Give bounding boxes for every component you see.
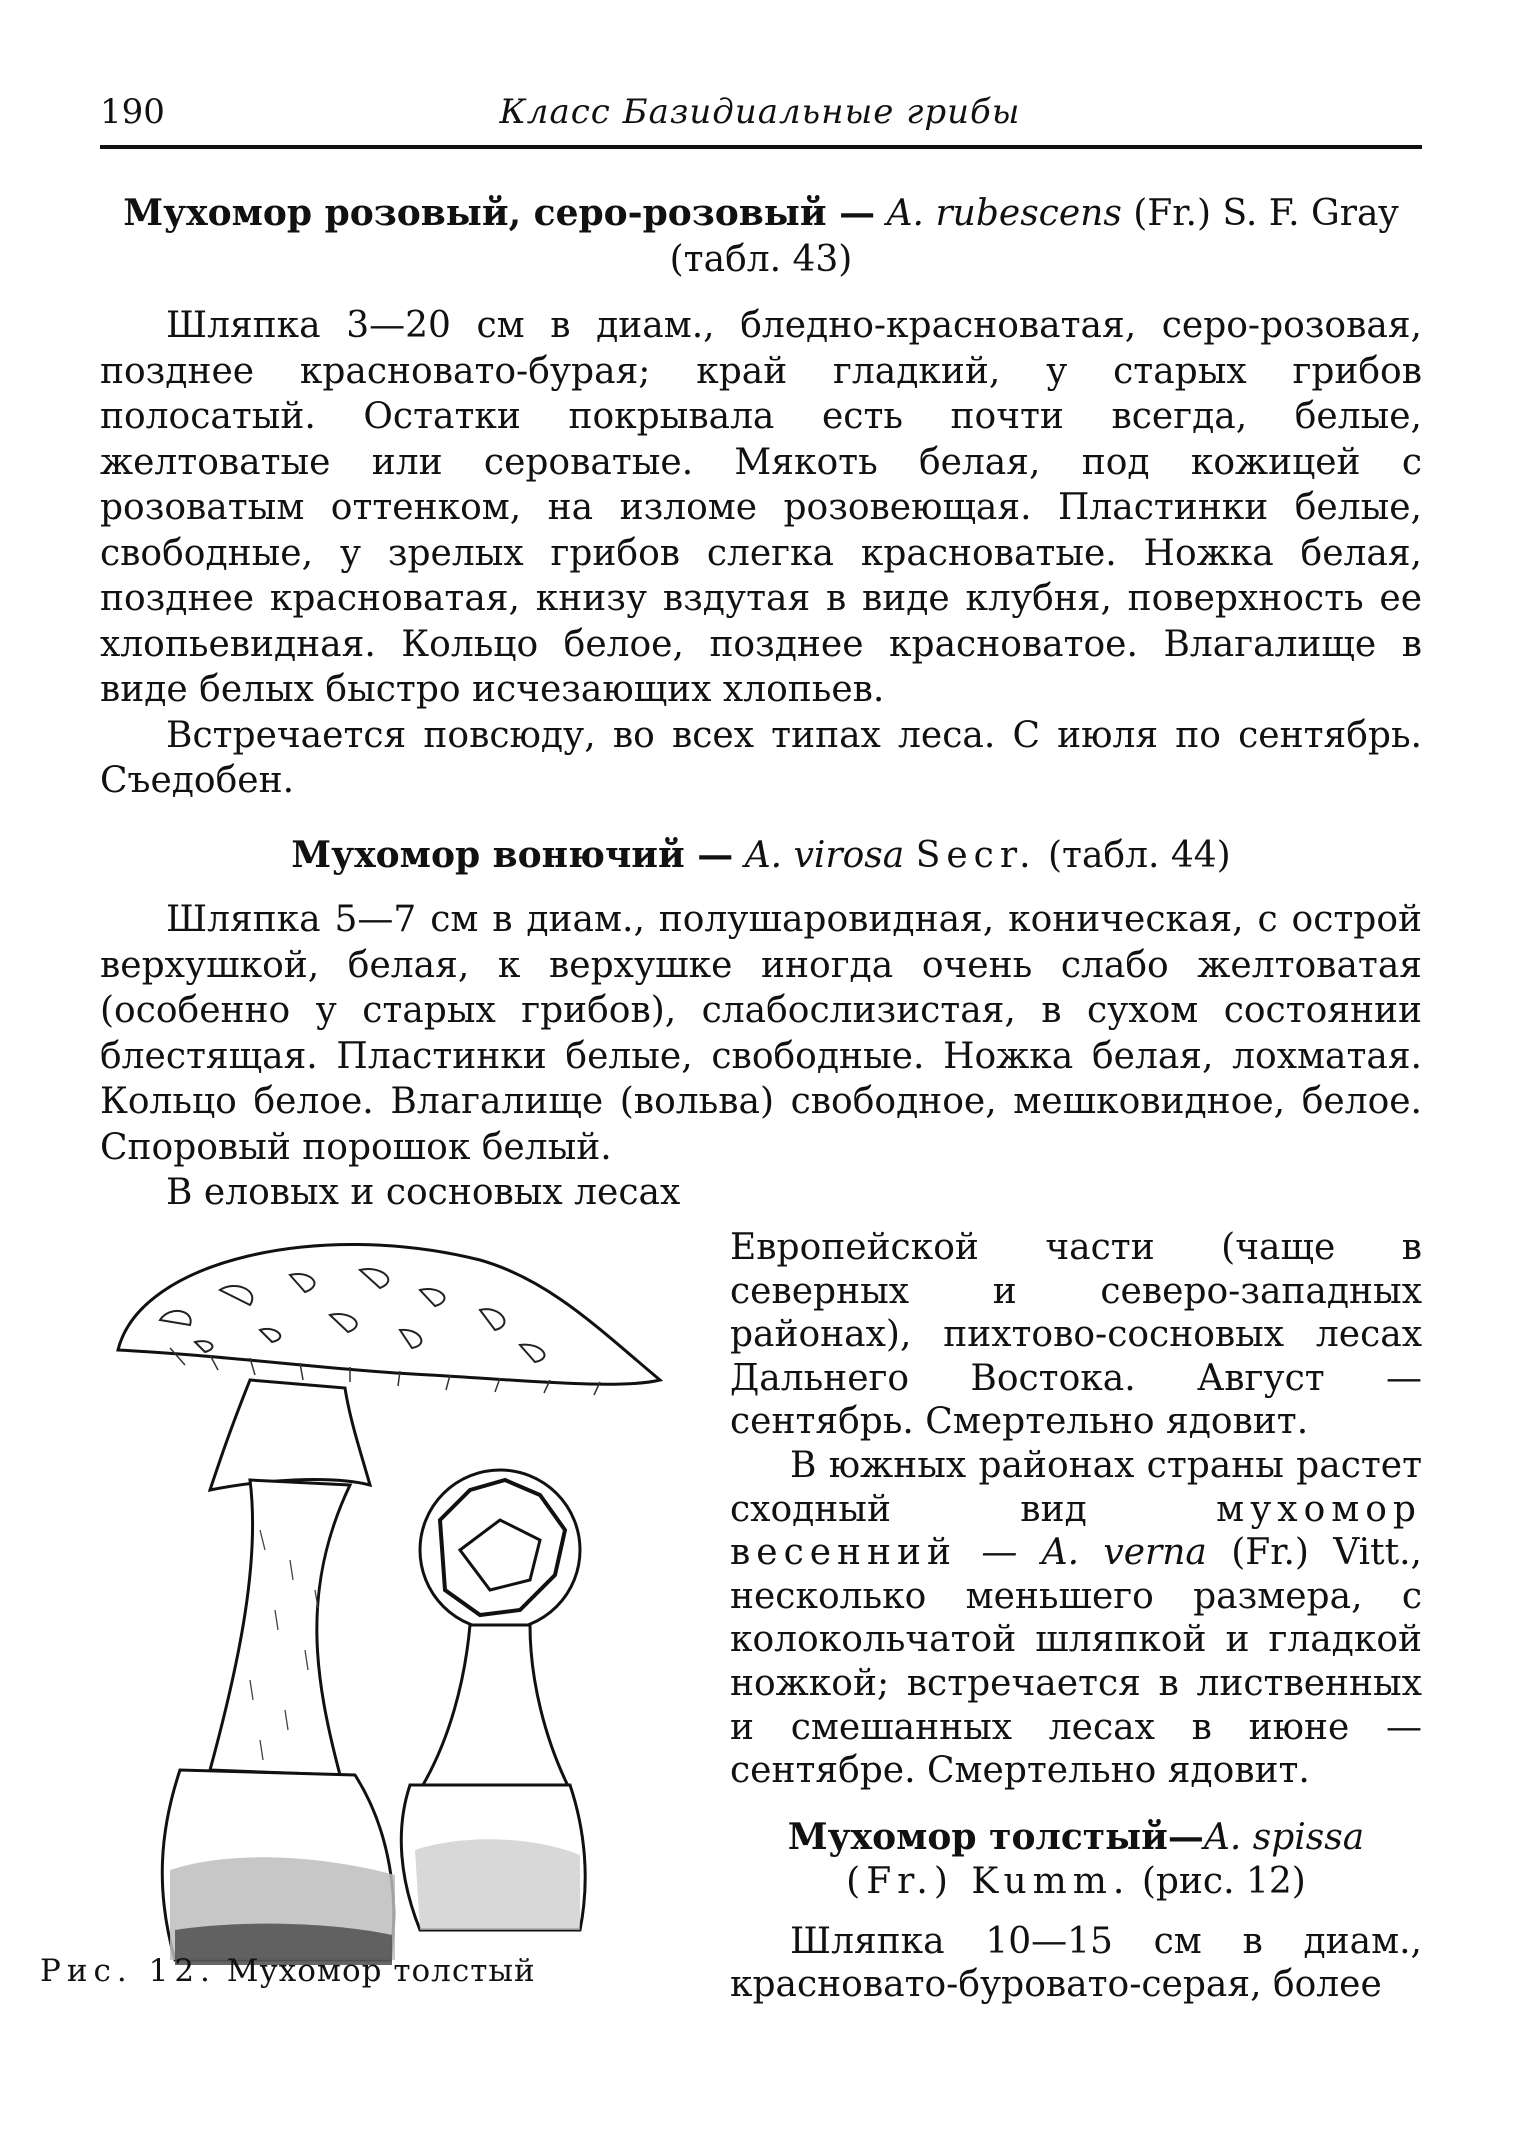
similar-species-intro: В южных районах страны растет сходный вид [730,1444,1422,1530]
section-title [100,832,1422,879]
section-title [100,190,1422,283]
figure-caption [40,1953,690,1989]
mushroom-illustration [100,1230,700,1990]
title-latin-name: A. virosa [744,835,905,876]
title-reference: (табл. 44) [1047,835,1231,876]
caption-text: Мухомор толстый [226,1953,536,1989]
section-virosa [100,832,1422,1216]
title-reference: (рис. 12) [1141,1860,1306,1902]
habitat-paragraph: Встречается повсюду, во всех типах леса. С июля по сентябрь. Съедобен. [100,714,1422,801]
description-paragraph: Шляпка 5—7 см в диам., полушаровидная, коническая, с острой верхушкой, белая, к верхушке иногда очень слабо желтоватая (особенно у старых грибов), слабослизистая, в сухом состоянии блестящая. Пластинки белые, свободные. Ножка белая, лохматая. Кольцо белое. Влагалище (вольва) свободное, мешковидное, белое. Споровый порошок белый. [100,899,1422,1168]
description-paragraph: Шляпка 3—20 см в диам., бледно-красноватая, серо-розовая, позднее красновато-бурая; край гладкий, у старых грибов полосатый. Остатки покрывала есть почти всегда, белые, желтоватые или сероватые. Мякоть белая, под кожицей с розоватым оттенком, на изломе розовеющая. Пластинки белые, свободные, у зрелых грибов слегка красноватые. Ножка белая, позднее красноватая, книзу вздутая в виде клубня, поверхность ее хлопьевидная. Кольцо белое, позднее красноватое. Влагалище в виде белых быстро исчезающих хлопьев. [100,305,1422,710]
similar-species-latin: — A. verna [981,1532,1207,1574]
section-title-spissa [730,1815,1422,1904]
running-title: Класс Базидиальные грибы [499,92,1021,132]
similar-species-name: мухомор весенний [730,1488,1422,1574]
similar-species-author: (Fr.) Vitt. [1231,1532,1411,1574]
habitat-lead-text: В еловых и сосновых лесах [166,1172,681,1213]
title-common-name: Мухомор вонючий — [291,834,734,876]
right-column-text [730,1226,1422,2007]
title-author: (Fr.) S. F. Gray [1133,193,1399,234]
title-author: (Fr.) Kumm. [846,1860,1131,1902]
similar-species-paragraph [730,1444,1422,1793]
title-reference: (табл. 43) [669,239,853,280]
title-common-name: Мухомор розовый, серо-розовый — [123,192,876,234]
habitat-paragraph-continued: Европейской части (чаще в северных и северо-западных районах), пихтово-сосновых лесах Дальнего Востока. Август — сентябрь. Смертельно ядовит. [730,1227,1422,1443]
title-latin-name: A. rubescens [886,193,1122,234]
section-rubescens [100,190,1422,804]
spissa-description-paragraph: Шляпка 10—15 см в диам., красновато-буровато-серая, более [730,1920,1422,2006]
amanita-spissa-drawing [100,1230,700,1990]
page-header [100,92,1420,142]
habitat-paragraph-lead [100,1170,1422,1216]
header-rule [100,145,1422,149]
title-author: Secr. [915,835,1037,876]
title-latin-name: A. spissa [1203,1816,1365,1858]
page-number: 190 [100,92,165,132]
similar-species-description: , несколько меньшего размера, с колокольчатой шляпкой и гладкой ножкой; встречается в лиственных и смешанных лесах в июне — сентябре. Смертельно ядовит. [730,1532,1422,1792]
caption-label: Рис. 12. [40,1953,216,1989]
title-common-name: Мухомор толстый— [787,1815,1204,1858]
